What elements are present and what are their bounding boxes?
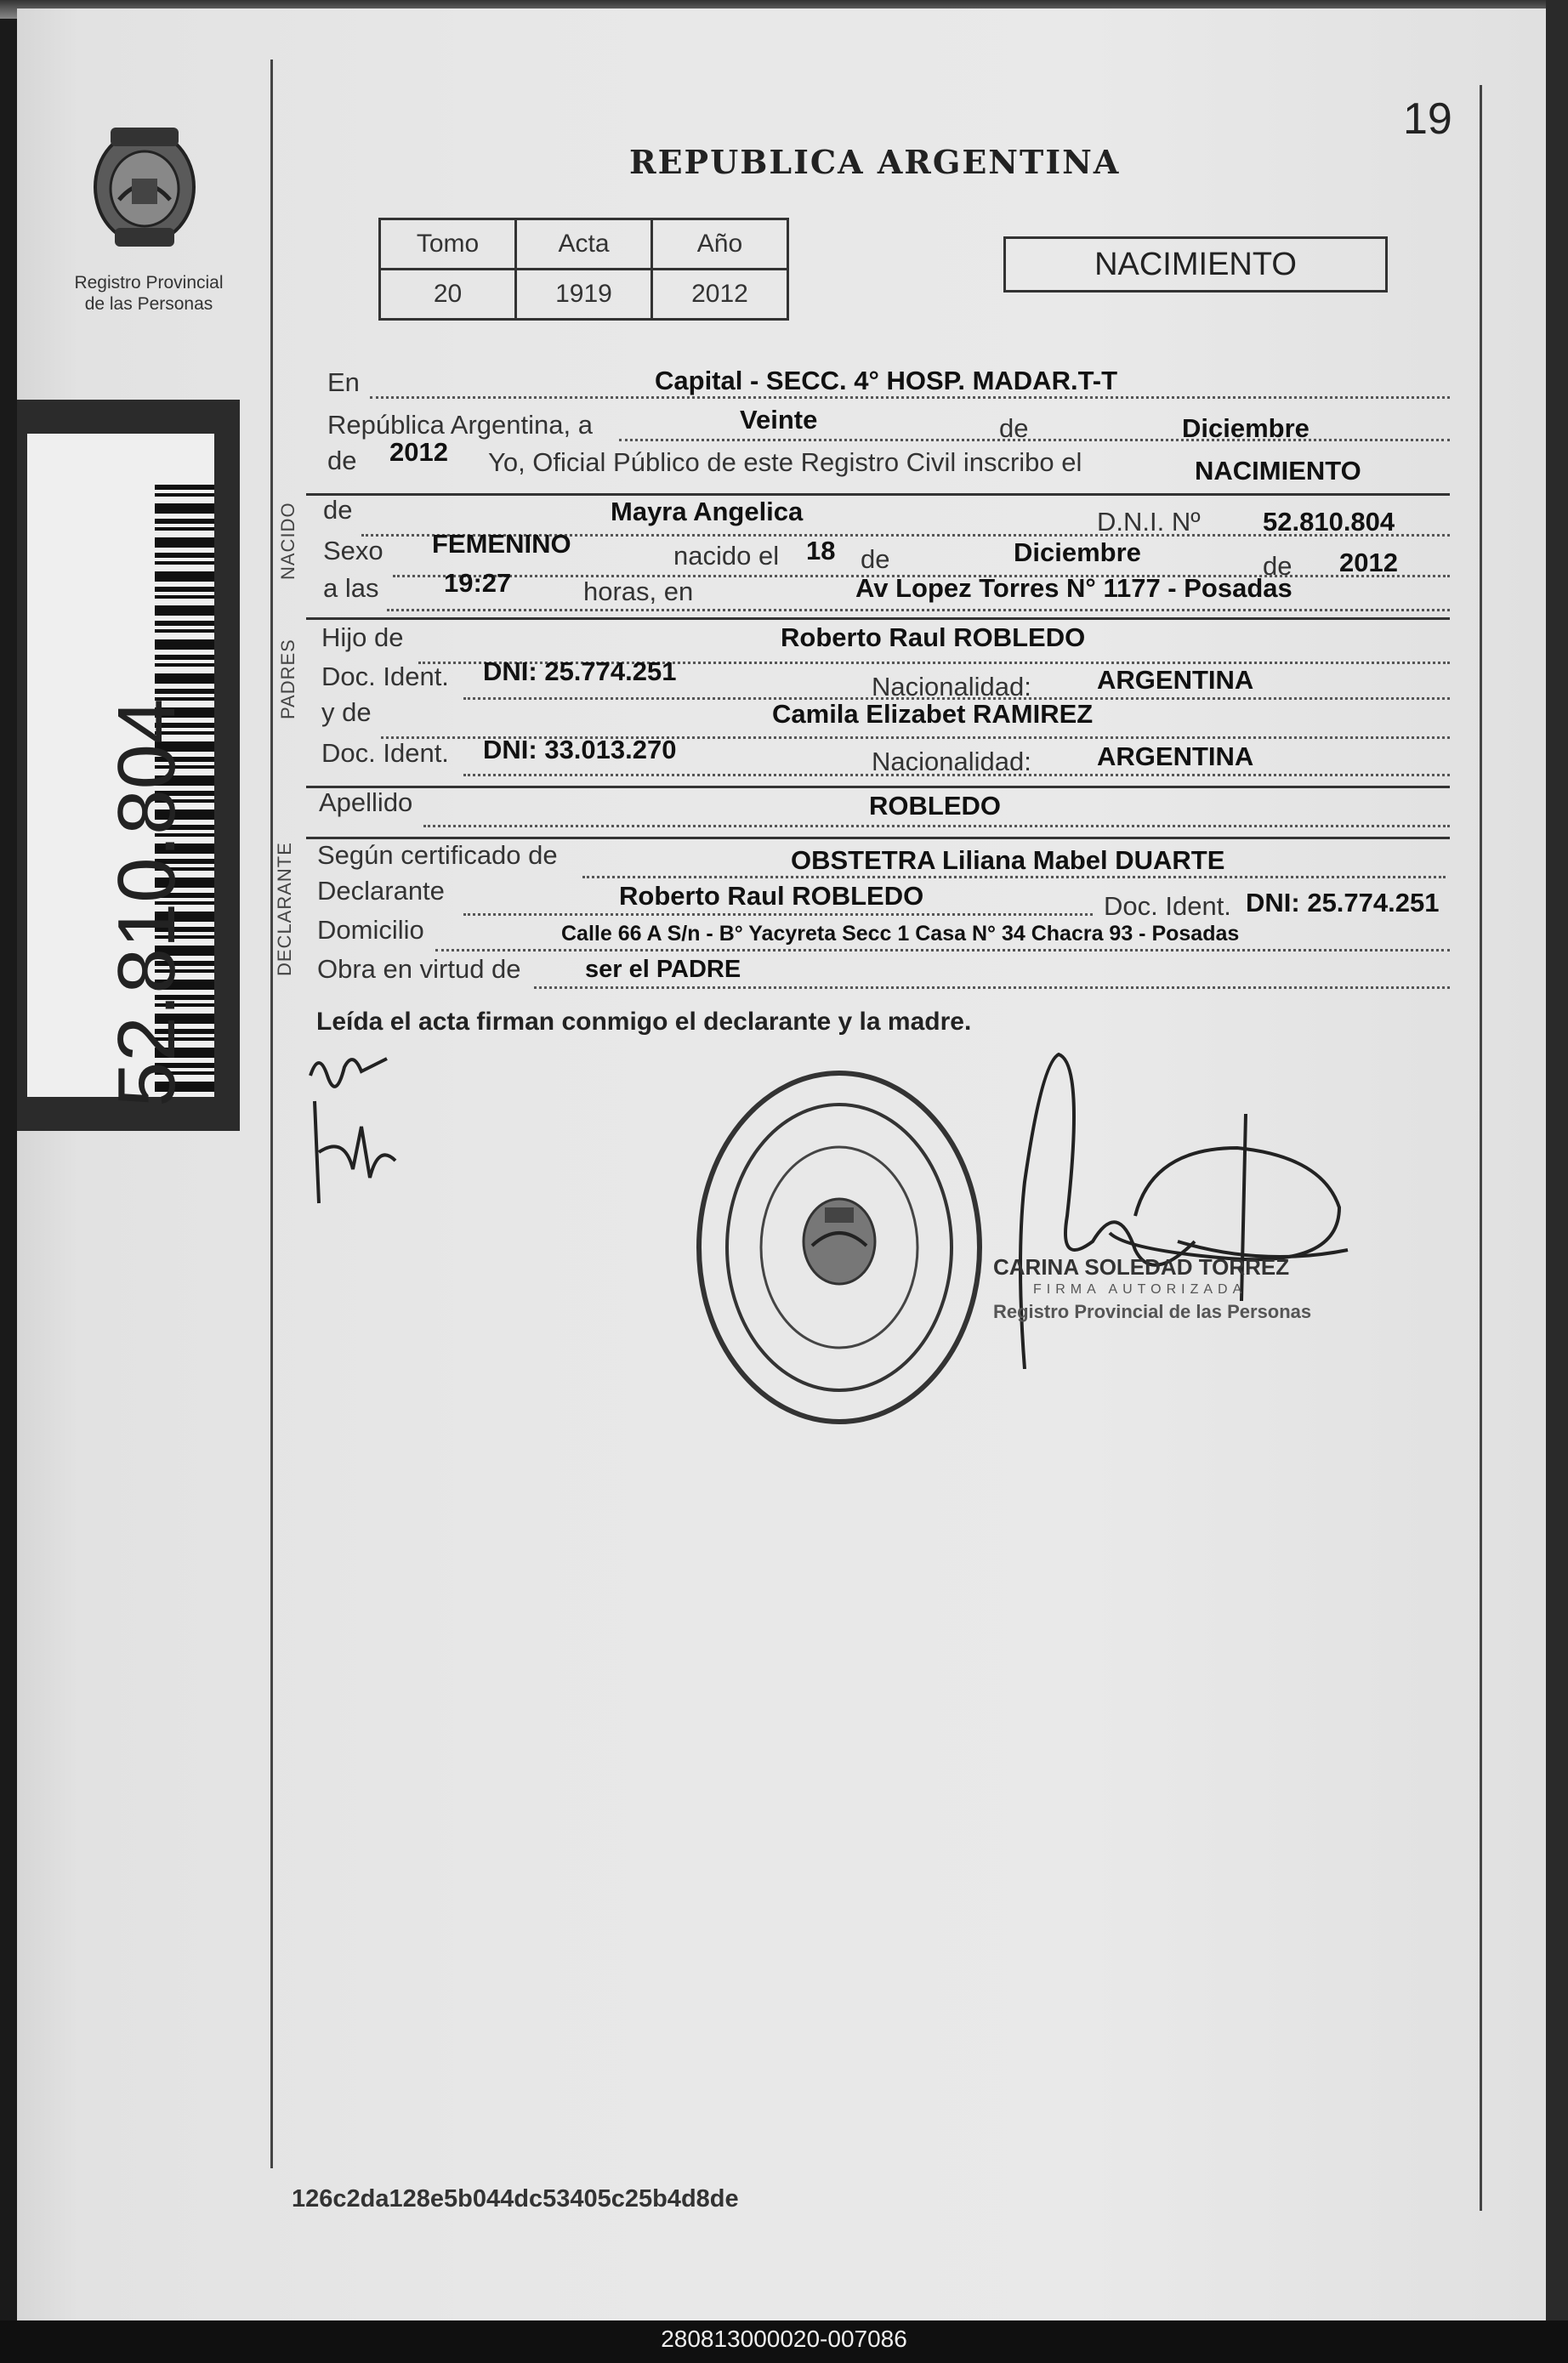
divider-3 (306, 786, 1450, 788)
official-seal-icon (693, 1067, 986, 1429)
label-obra-en-virtud: Obra en virtud de (317, 954, 521, 984)
label-republica: República Argentina, a (327, 410, 593, 440)
barcode-number: 52.810.804 (101, 698, 192, 1107)
value-sexo: FEMENINO (432, 529, 571, 559)
label-y-de: y de (321, 697, 372, 727)
anio-header: Año (652, 219, 788, 270)
label-doc-ident-2: Doc. Ident. (321, 738, 449, 768)
value-inscribe: NACIMIENTO (1195, 456, 1361, 486)
acta-header: Acta (516, 219, 652, 270)
value-dia: Veinte (740, 405, 818, 435)
dots-domicilio (435, 949, 1450, 951)
label-de-mes: de (861, 544, 890, 574)
stamp-registry: Registro Provincial de las Personas (993, 1301, 1312, 1322)
label-nacido-el: nacido el (673, 541, 780, 571)
label-de-anio: de (1263, 551, 1292, 581)
dots-fecha (619, 439, 1450, 441)
value-nac-dia: 18 (806, 536, 836, 565)
registry-caption-line2: de las Personas (84, 294, 213, 314)
closing-statement: Leída el acta firman conmigo el declarante y la madre. (316, 1008, 972, 1036)
label-declarante: Declarante (317, 876, 445, 906)
label-de: de (999, 413, 1029, 443)
tomo-value: 20 (380, 270, 516, 320)
barcode-panel (17, 400, 240, 1131)
anio-value: 2012 (652, 270, 788, 320)
registry-caption (51, 272, 247, 315)
label-apellido: Apellido (319, 787, 413, 817)
misiones-emblem-icon (81, 119, 208, 255)
value-lugar-nac: Av Lopez Torres N° 1177 - Posadas (855, 573, 1292, 603)
dots-certificado (582, 876, 1446, 878)
label-hijo-de: Hijo de (321, 622, 404, 652)
label-doc-ident-3: Doc. Ident. (1104, 891, 1231, 921)
value-domicilio: Calle 66 A S/n - B° Yacyreta Secc 1 Casa N° 34 Chacra 93 - Posadas (561, 922, 1240, 946)
value-hora: 19:27 (444, 568, 512, 598)
record-type-box: NACIMIENTO (1003, 236, 1388, 293)
value-padre-nac: ARGENTINA (1097, 665, 1254, 695)
dots-declarante (463, 913, 1093, 916)
label-domicilio: Domicilio (317, 915, 424, 945)
value-lugar: Capital - SECC. 4° HOSP. MADAR.T-T (655, 366, 1118, 395)
value-declarante-doc: DNI: 25.774.251 (1246, 888, 1440, 917)
value-padre-doc: DNI: 25.774.251 (483, 656, 677, 686)
value-anio: 2012 (389, 437, 448, 467)
label-yo-oficial: Yo, Oficial Público de este Registro Civil inscribo el (488, 447, 1082, 477)
value-nac-anio: 2012 (1339, 548, 1398, 577)
dots-madre-doc (463, 774, 1450, 776)
right-margin-line (1480, 85, 1482, 2211)
page-number: 19 (1403, 94, 1452, 144)
stamp-name: CARINA SOLEDAD TORREZ (993, 1254, 1290, 1280)
tag-declarante: DECLARANTE (274, 842, 295, 976)
label-nacionalidad-1: Nacionalidad: (872, 672, 1031, 702)
footer-id: 280813000020-007086 (661, 2326, 907, 2352)
label-horas-en: horas, en (583, 577, 694, 606)
label-sexo: Sexo (323, 536, 383, 565)
acta-value: 1919 (516, 270, 652, 320)
value-obra: ser el PADRE (585, 956, 741, 983)
label-segun-certificado: Según certificado de (317, 840, 558, 870)
tomo-header: Tomo (380, 219, 516, 270)
page-edge (1546, 0, 1568, 2363)
divider-4 (306, 837, 1450, 839)
tag-padres: PADRES (277, 639, 298, 719)
dots-obra (534, 986, 1450, 989)
value-certificado: OBSTETRA Liliana Mabel DUARTE (791, 845, 1225, 875)
value-apellido: ROBLEDO (869, 791, 1001, 821)
label-de-name: de (323, 495, 353, 525)
dots-lugar (370, 396, 1450, 399)
divider-2 (306, 617, 1450, 620)
document-hash: 126c2da128e5b044dc53405c25b4d8de (292, 2185, 739, 2212)
value-madre-doc: DNI: 33.013.270 (483, 735, 677, 764)
tag-nacido: NACIDO (277, 502, 298, 580)
value-mes: Diciembre (1182, 413, 1310, 443)
declarant-signature (302, 1042, 412, 1212)
value-madre: Camila Elizabet RAMIREZ (772, 699, 1094, 729)
value-dni: 52.810.804 (1263, 507, 1395, 537)
label-dni: D.N.I. Nº (1097, 507, 1201, 537)
dots-apellido (423, 825, 1450, 827)
label-doc-ident-1: Doc. Ident. (321, 662, 449, 691)
registry-table (378, 218, 789, 321)
value-declarante: Roberto Raul ROBLEDO (619, 881, 924, 911)
document-title: REPUBLICA ARGENTINA (629, 143, 1121, 181)
label-nacionalidad-2: Nacionalidad: (872, 747, 1031, 776)
divider-1 (306, 493, 1450, 496)
left-margin-line (270, 60, 273, 2168)
value-madre-nac: ARGENTINA (1097, 741, 1254, 771)
label-de-year: de (327, 446, 357, 475)
label-en: En (327, 367, 360, 397)
registry-caption-line1: Registro Provincial (74, 273, 224, 293)
value-nombre: Mayra Angelica (611, 497, 804, 526)
dots-hora (387, 609, 1450, 611)
value-padre: Roberto Raul ROBLEDO (781, 622, 1086, 652)
stamp-subtitle: FIRMA AUTORIZADA (1033, 1282, 1247, 1297)
label-a-las: a las (323, 573, 379, 603)
value-nac-mes: Diciembre (1014, 537, 1141, 567)
